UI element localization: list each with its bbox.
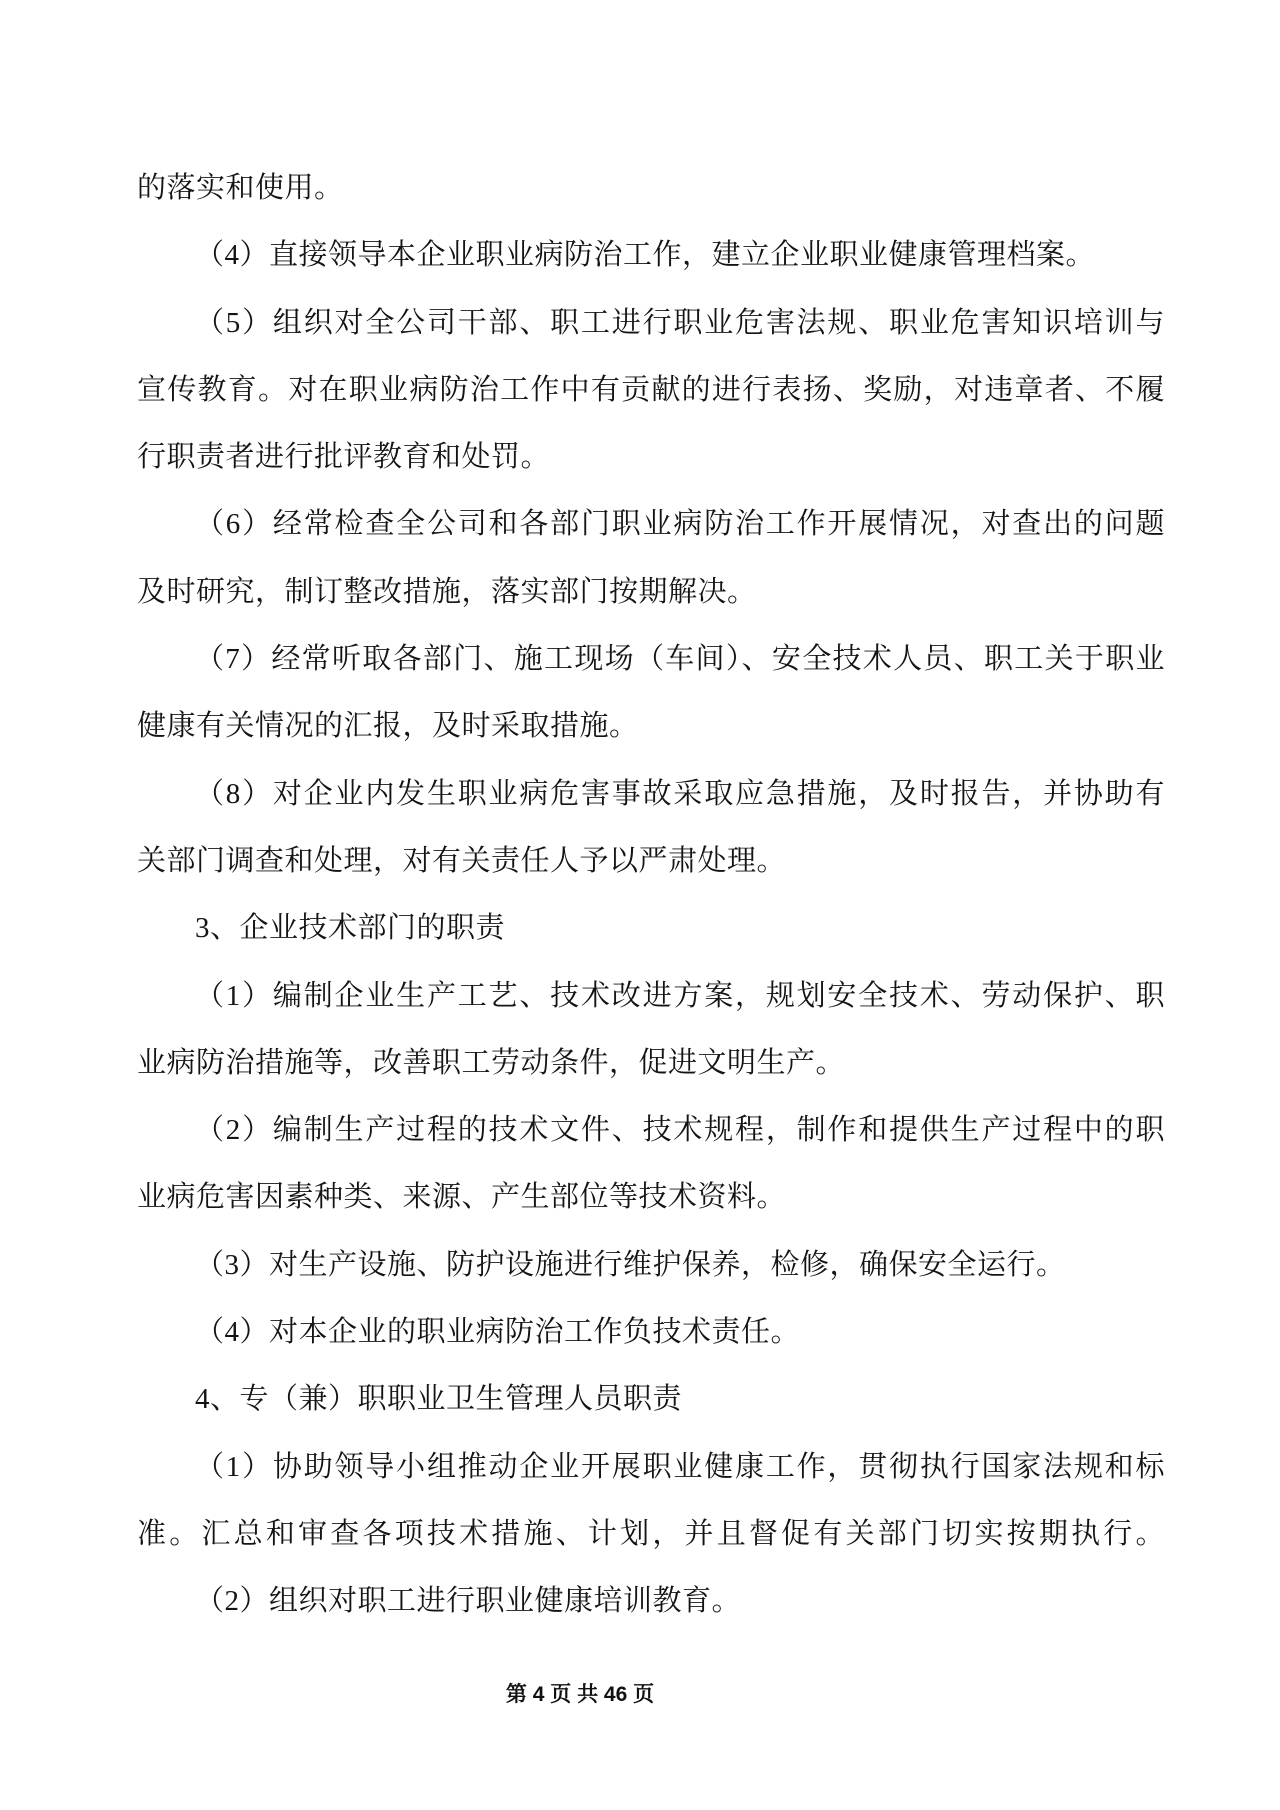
document-line: 4、专（兼）职职业卫生管理人员职责 — [195, 1383, 683, 1416]
document-line: （1）协助领导小组推动企业开展职业健康工作，贯彻执行国家法规和标 — [195, 1450, 1165, 1483]
document-line: 及时研究，制订整改措施，落实部门按期解决。 — [137, 575, 757, 608]
document-line: 3、企业技术部门的职责 — [195, 912, 506, 945]
document-line: 的落实和使用。 — [137, 172, 344, 204]
document-line: 业病危害因素种类、来源、产生部位等技术资料。 — [137, 1181, 787, 1214]
document-line: （1）编制企业生产工艺、技术改进方案，规划安全技术、劳动保护、职 — [195, 979, 1165, 1012]
document-line: （2）组织对职工进行职业健康培训教育。 — [195, 1585, 742, 1618]
document-line: 健康有关情况的汇报，及时采取措施。 — [137, 710, 639, 743]
document-line: （7）经常听取各部门、施工现场（车间）、安全技术人员、职工关于职业 — [195, 643, 1165, 676]
document-line: （3）对生产设施、防护设施进行维护保养，检修，确保安全运行。 — [195, 1248, 1066, 1281]
document-line: 准。汇总和审查各项技术措施、计划，并且督促有关部门切实按期执行。 — [137, 1517, 1165, 1550]
document-line: 业病防治措施等，改善职工劳动条件，促进文明生产。 — [137, 1046, 846, 1079]
document-line: 关部门调查和处理，对有关责任人予以严肃处理。 — [137, 844, 787, 877]
document-line: 宣传教育。对在职业病防治工作中有贡献的进行表扬、奖励，对违章者、不履 — [137, 373, 1165, 406]
document-line: （8）对企业内发生职业病危害事故采取应急措施，及时报告，并协助有 — [195, 777, 1165, 810]
document-line: （2）编制生产过程的技术文件、技术规程，制作和提供生产过程中的职 — [195, 1114, 1165, 1147]
document-line: （4）对本企业的职业病防治工作负技术责任。 — [195, 1316, 801, 1349]
document-body — [137, 155, 1165, 1636]
document-line: （6）经常检查全公司和各部门职业病防治工作开展情况，对查出的问题 — [195, 508, 1165, 541]
document-line: 行职责者进行批评教育和处罚。 — [137, 441, 551, 474]
document-line: （4）直接领导本企业职业病防治工作，建立企业职业健康管理档案。 — [195, 239, 1096, 272]
document-line: （5）组织对全公司干部、职工进行职业危害法规、职业危害知识培训与 — [195, 306, 1165, 339]
page-number-text: 第 4 页 共 46 页 — [505, 1683, 655, 1706]
page-footer — [0, 1680, 1160, 1710]
